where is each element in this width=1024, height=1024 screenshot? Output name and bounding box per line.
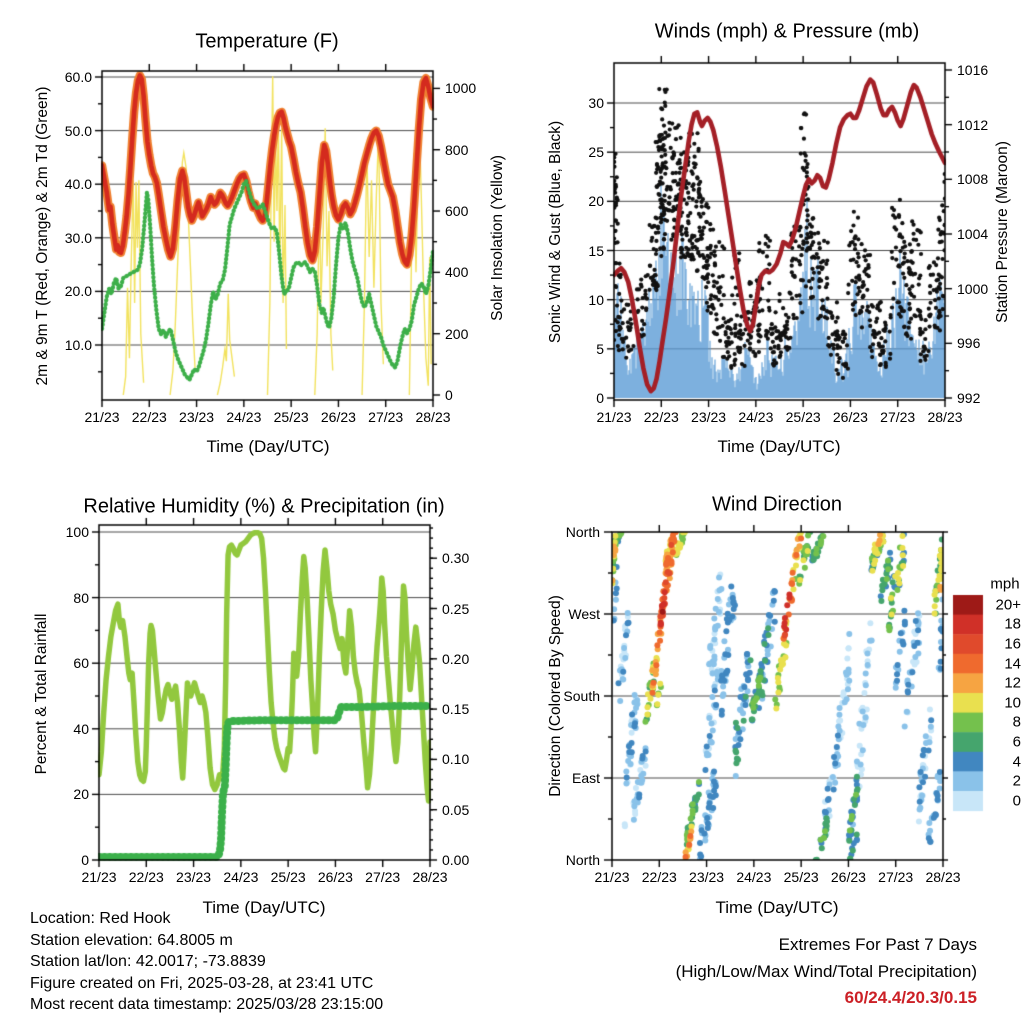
tick-label: 0.25 bbox=[442, 600, 470, 617]
tick-label: 4 bbox=[1012, 753, 1021, 771]
tick-label: 25/23 bbox=[273, 409, 309, 425]
tick-label: 27/23 bbox=[368, 409, 404, 425]
tick-label: 600 bbox=[445, 203, 469, 220]
tick-label: 24/23 bbox=[226, 409, 262, 425]
tick-label: 22/23 bbox=[641, 869, 677, 885]
tick-label: 23/23 bbox=[179, 409, 215, 425]
tick-label: 800 bbox=[445, 141, 469, 158]
tick-label: North bbox=[565, 852, 600, 868]
tick-label: 27/23 bbox=[880, 409, 916, 425]
tick-label: 0.05 bbox=[442, 801, 470, 818]
most-recent-data-timestamp: Most recent data timestamp: 2025/03/28 23:15:00 bbox=[30, 996, 384, 1014]
tick-label: 100 bbox=[65, 524, 89, 540]
temperature-chart-title: Temperature (F) bbox=[195, 30, 339, 53]
tick-label: 23/23 bbox=[689, 869, 725, 885]
tick-label: 23/23 bbox=[176, 869, 212, 885]
station-elevation: Station elevation: 64.8005 m bbox=[30, 931, 233, 949]
extremes-value: 60/24.4/20.3/0.15 bbox=[844, 988, 977, 1007]
tick-label: South bbox=[563, 688, 600, 704]
tick-label: 22/23 bbox=[128, 869, 164, 885]
tick-label: 0.15 bbox=[442, 701, 470, 718]
tick-label: 21/23 bbox=[81, 869, 117, 885]
tick-label: 24/23 bbox=[223, 869, 259, 885]
wind-direction-ylabel-left: Direction (Colored By Speed) bbox=[547, 595, 564, 797]
tick-label: 5 bbox=[596, 340, 604, 357]
tick-label: 25 bbox=[588, 144, 604, 161]
tick-label: 40.0 bbox=[64, 176, 92, 193]
tick-label: 8 bbox=[1012, 713, 1021, 731]
tick-label: 2 bbox=[1012, 772, 1021, 790]
tick-label: 1000 bbox=[445, 80, 477, 97]
tick-label: 28/23 bbox=[412, 869, 448, 885]
tick-label: 0.00 bbox=[442, 852, 470, 868]
tick-label: 28/23 bbox=[927, 409, 963, 425]
tick-label: 14 bbox=[1004, 655, 1021, 673]
tick-label: 27/23 bbox=[878, 869, 914, 885]
tick-label: 50.0 bbox=[64, 122, 92, 139]
tick-label: 0.20 bbox=[442, 650, 470, 667]
tick-label: 1008 bbox=[957, 171, 989, 188]
tick-label: 26/23 bbox=[830, 869, 866, 885]
humidity-ylabel-left: Percent & Total Rainfall bbox=[33, 613, 50, 775]
extremes-subtitle: (High/Low/Max Wind/Total Precipitation) bbox=[675, 961, 977, 981]
wind-direction-chart-title: Wind Direction bbox=[711, 493, 843, 516]
colorbar-title: mph bbox=[990, 575, 1020, 593]
tick-label: 1012 bbox=[957, 116, 989, 133]
tick-label: 20.0 bbox=[64, 283, 92, 300]
tick-label: East bbox=[571, 770, 600, 786]
temperature-ylabel-left: 2m & 9m T (Red, Orange) & 2m Td (Green) bbox=[34, 86, 51, 386]
tick-label: 0 bbox=[445, 387, 453, 403]
tick-label: 1016 bbox=[957, 61, 989, 78]
tick-label: 0.30 bbox=[442, 550, 470, 567]
extremes-summary bbox=[676, 932, 977, 1012]
tick-label: 30 bbox=[588, 95, 604, 111]
tick-label: 21/23 bbox=[596, 409, 632, 425]
tick-label: 20+ bbox=[995, 596, 1021, 614]
winds-ylabel-right: Station Pressure (Maroon) bbox=[994, 141, 1011, 323]
tick-label: 30.0 bbox=[64, 229, 92, 246]
tick-label: 22/23 bbox=[131, 409, 167, 425]
tick-label: 24/23 bbox=[736, 869, 772, 885]
tick-label: 80 bbox=[73, 589, 89, 606]
tick-label: 22/23 bbox=[643, 409, 679, 425]
tick-label: 992 bbox=[957, 390, 981, 406]
tick-label: 6 bbox=[1012, 733, 1021, 751]
tick-label: 26/23 bbox=[317, 869, 353, 885]
tick-label: 24/23 bbox=[738, 409, 774, 425]
tick-label: 400 bbox=[445, 264, 469, 281]
tick-label: 25/23 bbox=[785, 409, 821, 425]
tick-label: 28/23 bbox=[925, 869, 961, 885]
tick-label: 18 bbox=[1004, 615, 1021, 633]
tick-label: 10 bbox=[588, 291, 604, 308]
winds-ylabel-left: Sonic Wind & Gust (Blue, Black) bbox=[547, 120, 564, 344]
tick-label: 996 bbox=[957, 335, 981, 352]
wind-direction-xlabel: Time (Day/UTC) bbox=[715, 898, 839, 917]
tick-label: 25/23 bbox=[783, 869, 819, 885]
tick-label: 21/23 bbox=[594, 869, 630, 885]
tick-label: 1000 bbox=[957, 280, 989, 297]
tick-label: North bbox=[565, 524, 600, 540]
tick-label: 60 bbox=[73, 655, 89, 672]
tick-label: 0.10 bbox=[442, 751, 470, 768]
tick-label: 200 bbox=[445, 325, 469, 342]
tick-label: 25/23 bbox=[270, 869, 306, 885]
tick-label: 20 bbox=[73, 786, 89, 803]
humidity-chart-title: Relative Humidity (%) & Precipitation (in) bbox=[83, 495, 445, 518]
figure-created-timestamp: Figure created on Fri, 2025-03-28, at 23:41 UTC bbox=[30, 974, 374, 992]
tick-label: 23/23 bbox=[691, 409, 727, 425]
tick-label: 1004 bbox=[957, 225, 989, 242]
winds-xlabel: Time (Day/UTC) bbox=[717, 437, 841, 456]
tick-label: 0 bbox=[81, 852, 89, 868]
tick-label: 10.0 bbox=[64, 337, 92, 353]
temperature-xlabel: Time (Day/UTC) bbox=[206, 437, 330, 456]
tick-label: 27/23 bbox=[365, 869, 401, 885]
station-latlon: Station lat/lon: 42.0017; -73.8839 bbox=[30, 953, 266, 971]
tick-label: 28/23 bbox=[415, 409, 451, 425]
tick-label: 20 bbox=[588, 193, 604, 210]
temperature-ylabel-right: Solar Insolation (Yellow) bbox=[489, 155, 506, 321]
tick-label: 60.0 bbox=[64, 69, 92, 85]
tick-label: 21/23 bbox=[84, 409, 120, 425]
tick-label: West bbox=[568, 606, 600, 622]
tick-label: 12 bbox=[1004, 674, 1021, 692]
tick-label: 26/23 bbox=[320, 409, 356, 425]
station-location: Location: Red Hook bbox=[30, 910, 171, 927]
tick-label: 26/23 bbox=[832, 409, 868, 425]
tick-label: 0 bbox=[1012, 792, 1021, 810]
tick-label: 10 bbox=[1004, 694, 1021, 712]
winds-chart-title: Winds (mph) & Pressure (mb) bbox=[654, 20, 920, 43]
tick-label: 0 bbox=[596, 390, 604, 406]
tick-label: 40 bbox=[73, 720, 89, 737]
tick-label: 15 bbox=[588, 242, 604, 259]
extremes-title: Extremes For Past 7 Days bbox=[778, 935, 977, 954]
humidity-xlabel: Time (Day/UTC) bbox=[202, 898, 326, 917]
station-info bbox=[30, 908, 383, 1016]
tick-label: 16 bbox=[1004, 635, 1021, 653]
